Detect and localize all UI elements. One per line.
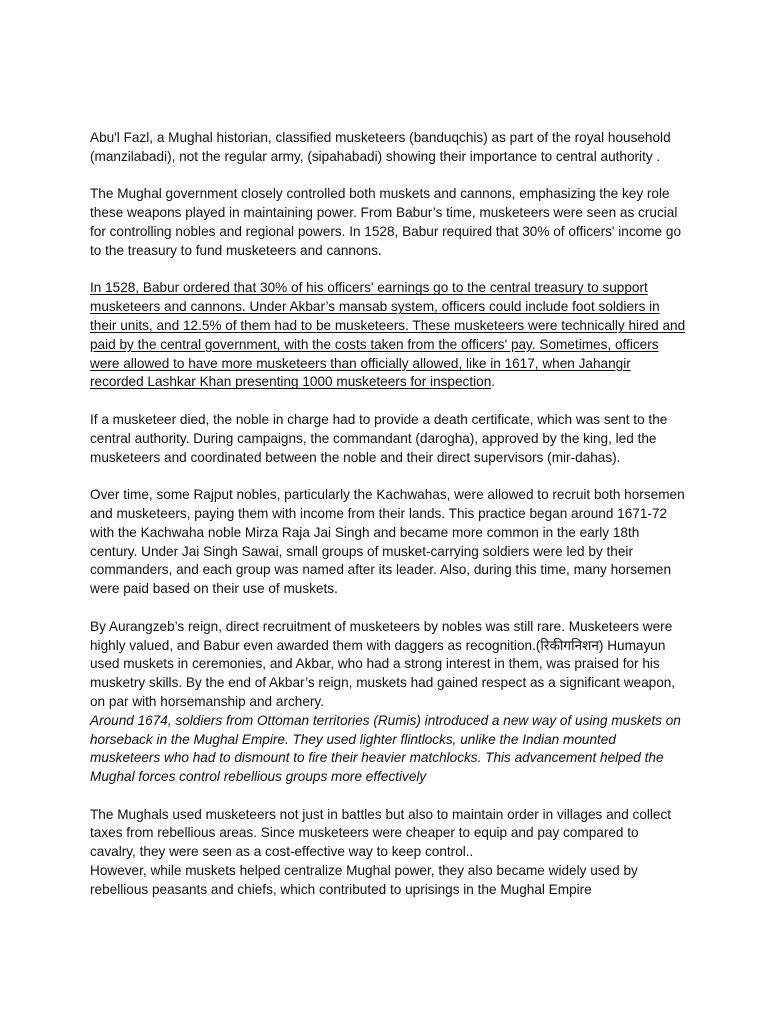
paragraph-aurangzeb-reign: By Aurangzeb’s reign, direct recruitment of musketeers by nobles was still rare. Musketeers were highly valued, and Babur even awarded them with daggers as recognition.(रिकीगनिशन) Humayun used muskets in ceremonies, and Akbar, who had a strong interest in them, was praised for his musketry skills. By the end of Akbar’s reign, muskets had gained respect as a significant weapon, on par with horsemanship and archery. (90, 618, 676, 709)
document-page (90, 129, 686, 900)
paragraph-uprisings: However, while muskets helped centralize Mughal power, they also became widely used by rebellious peasants and chiefs, which contributed to uprisings in the Mughal Empire (90, 863, 638, 897)
paragraph-classification: Abu'l Fazl, a Mughal historian, classified musketeers (banduqchis) as part of the royal household (manzilabadi), not the regular army, (sipahabadi) showing their importance to central authority . (90, 130, 671, 164)
paragraph-order-taxes: The Mughals used musketeers not just in battles but also to maintain order in villages and collect taxes from rebellious areas. Since musketeers were cheaper to equip and pay compared to cavalry, they were seen as a cost-effective way to keep control.. (90, 806, 672, 860)
paragraph-ottoman-rumis: Around 1674, soldiers from Ottoman territories (Rumis) introduced a new way of using muskets on horseback in the Mughal Empire. They used lighter flintlocks, unlike the Indian mounted musketeers who had to dismount to fire their heavier matchlocks. This advancement helped the Mughal forces control rebellious groups more effectively (90, 712, 681, 785)
paragraph-death-certificate: If a musketeer died, the noble in charge had to provide a death certificate, which was sent to the central authority. During campaigns, the commandant (darogha), approved by the king, led the musketeers and coordinated between the noble and their direct supervisors (mir-dahas). (90, 411, 668, 465)
paragraph-government-control: The Mughal government closely controlled both muskets and cannons, emphasizing the key role these weapons played in maintaining power. From Babur’s time, musketeers were seen as crucial for controlling nobles and regional powers. In 1528, Babur required that 30% of officers' income go to the treasury to fund musketeers and cannons. (90, 186, 682, 258)
paragraph-babur-order (90, 279, 686, 392)
paragraph-rajput-nobles: Over time, some Rajput nobles, particularly the Kachwahas, were allowed to recruit both horsemen and musketeers, paying them with income from their lands. This practice began around 1671-72 with the Kachwaha noble Mirza Raja Jai Singh and became more common in the early 18th century. Under Jai Singh Sawai, small groups of musket-carrying soldiers were led by their commanders, and each group was named after its leader. Also, during this time, many horsemen were paid based on their use of muskets. (90, 487, 685, 597)
paragraph-end-period: . (491, 374, 496, 390)
underlined-text: In 1528, Babur ordered that 30% of his officers' earnings go to the central treasury to support musketeers and cannons. Under Akbar’s mansab system, officers could include foot soldiers in their units, and 12.5% of them had to be musketeers. These musketeers were technically hired and paid by the central government, with the costs taken from the officers' pay. Sometimes, officers were allowed to have more musketeers than officially allowed, like in 1617, when Jahangir recorded Lashkar Khan presenting 1000 musketeers for inspection (90, 280, 686, 390)
